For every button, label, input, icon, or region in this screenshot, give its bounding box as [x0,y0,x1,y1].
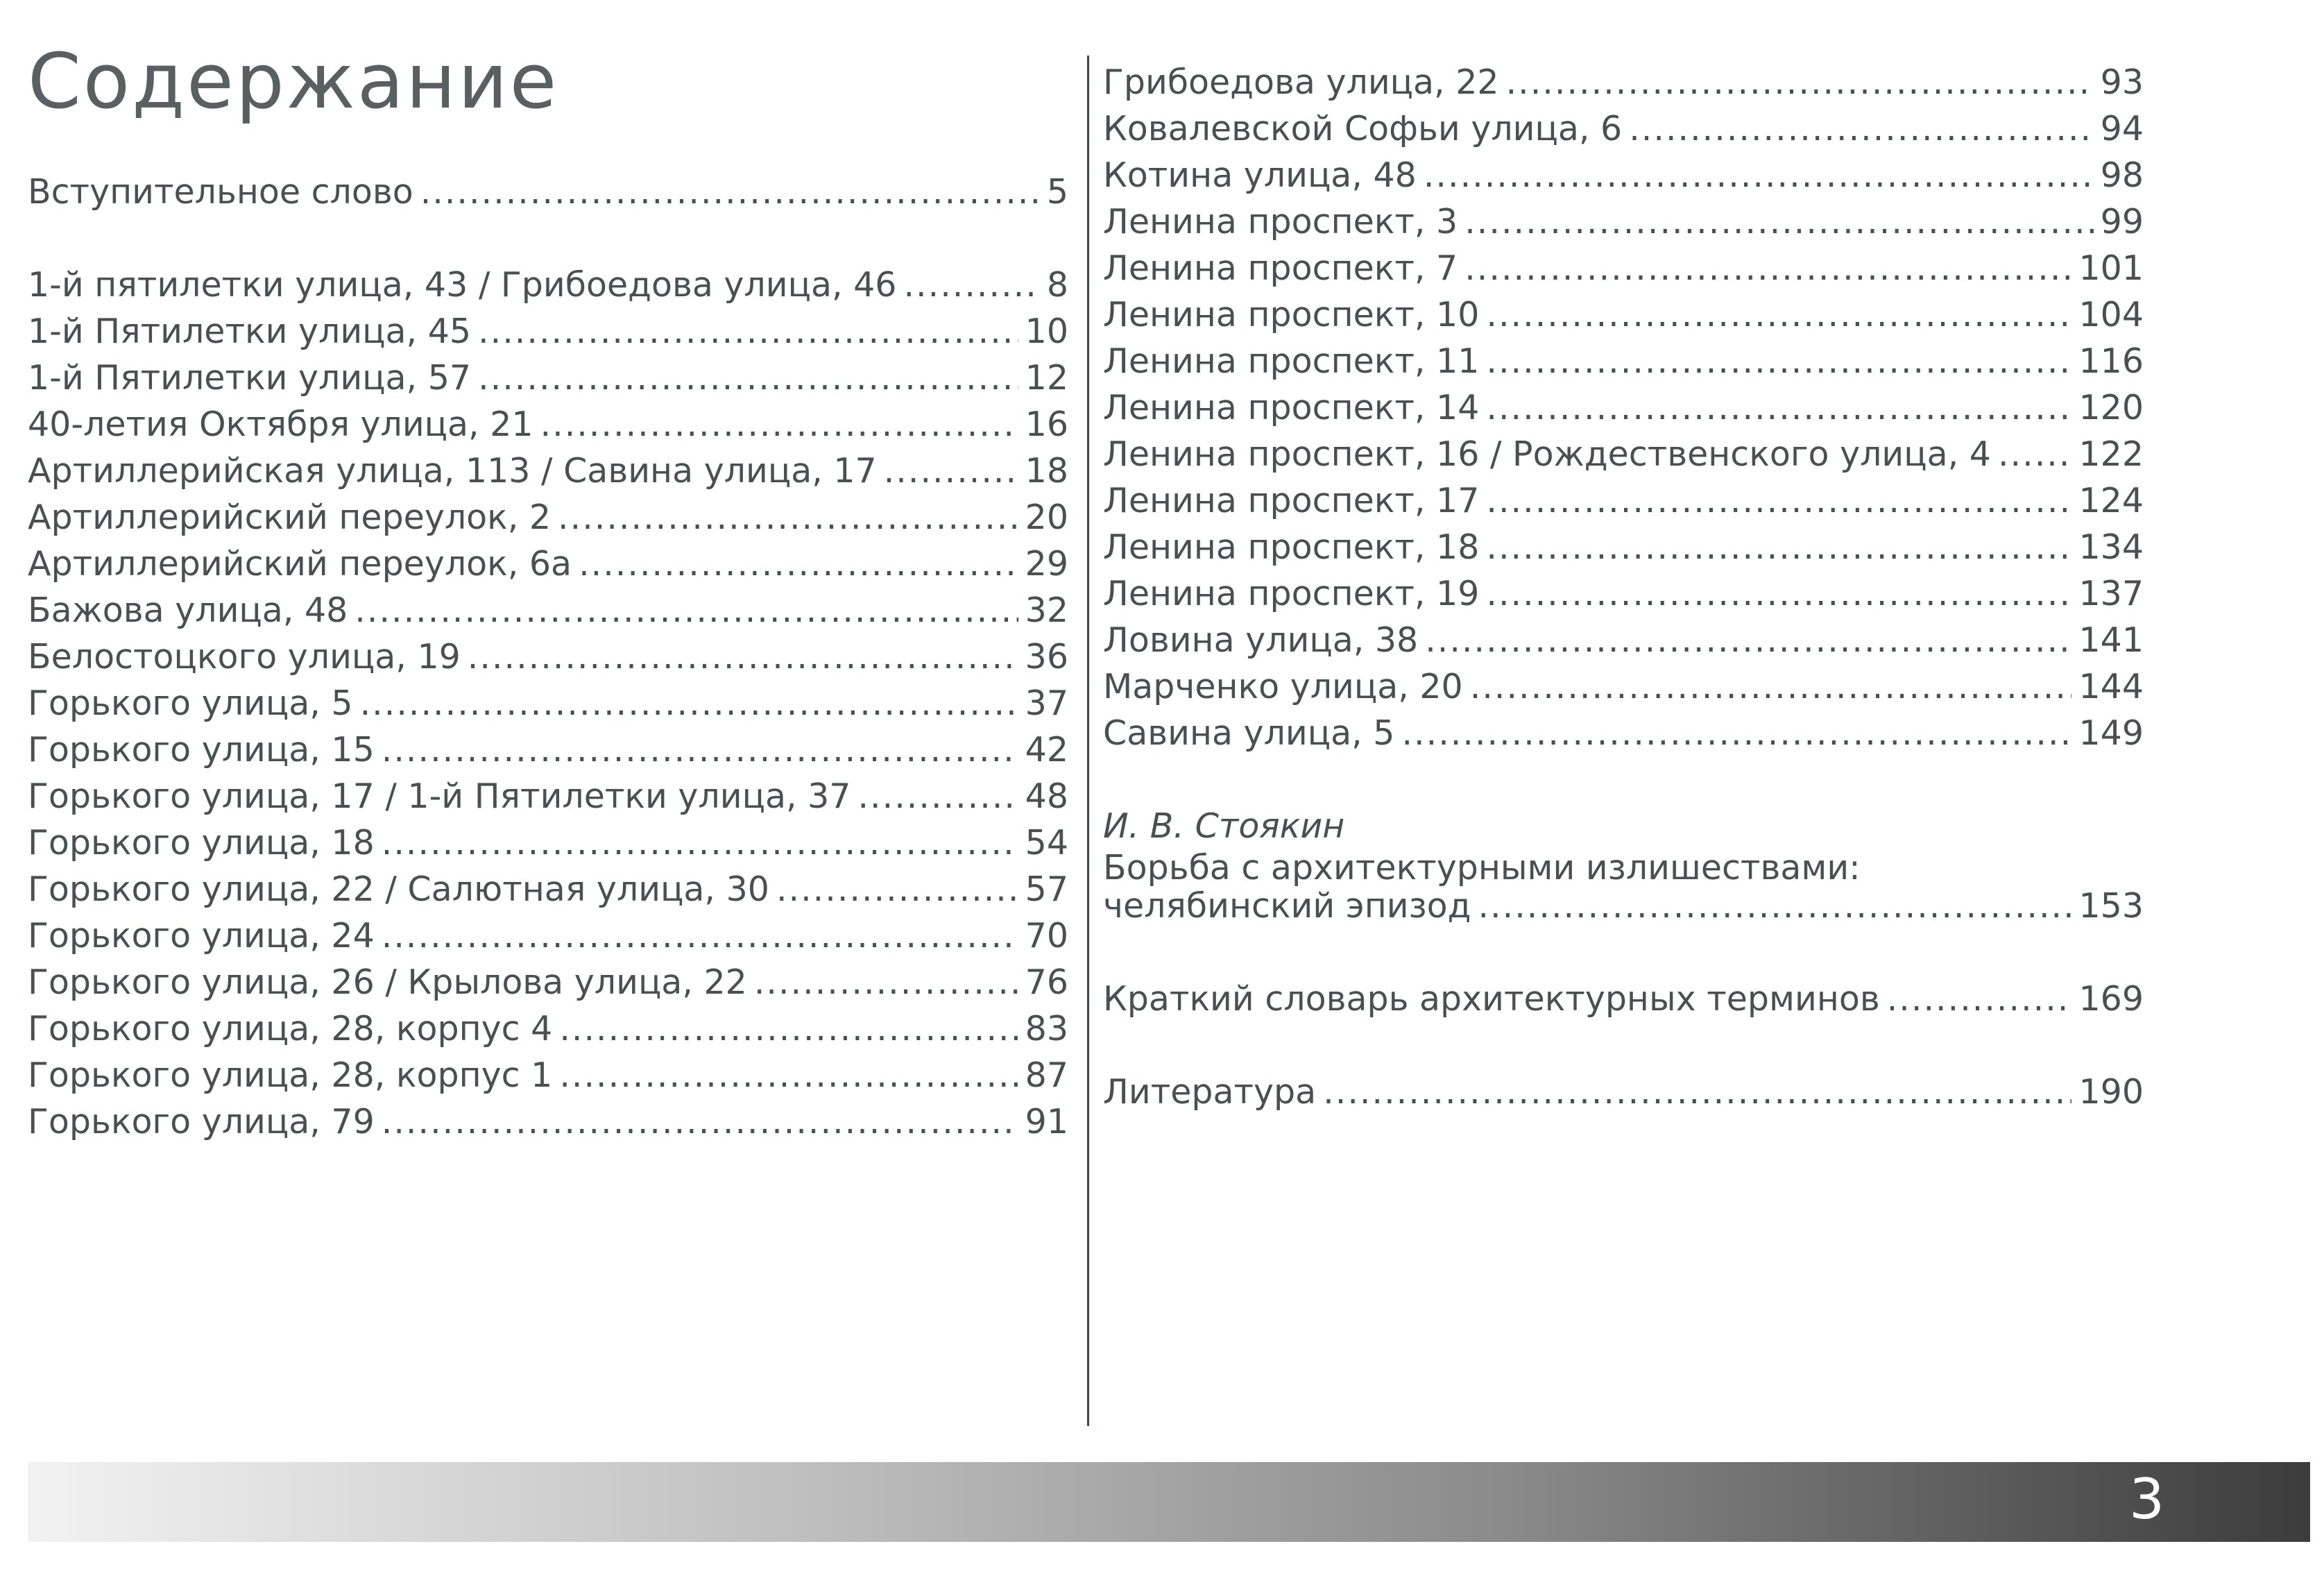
toc-entry [28,630,1068,677]
toc-entry [1103,613,2144,660]
toc-entry-page: 5 [1046,171,1068,212]
toc-entry [1103,102,2144,148]
toc-leader-dots [1478,887,2071,926]
essay-title-line2: челябинский эпизод [1103,885,1471,926]
toc-entry [1103,288,2144,334]
toc-entry-page: 149 [2078,713,2144,753]
toc-entry-literature [1103,1065,2144,1112]
toc-leader-dots [1464,203,2093,241]
toc-entry [1103,334,2144,381]
toc-entry-page: 16 [1025,404,1068,444]
toc-entry-page: 153 [2078,885,2144,926]
toc-entry [28,1095,1068,1141]
toc-entry-label: Горького улица, 22 / Салютная улица, 30 [28,869,769,909]
toc-entry [1103,474,2144,520]
toc-entry-page: 104 [2078,294,2144,334]
toc-entry-label: Ленина проспект, 16 / Рождественского улица, 4 [1103,434,1991,474]
toc-entry-page: 101 [2078,248,2144,288]
toc-entry-label: Артиллерийская улица, 113 / Савина улица, 17 [28,450,877,491]
toc-entry-page: 70 [1025,915,1068,956]
toc-leader-dots [478,359,1018,398]
toc-entry-label: Горького улица, 28, корпус 1 [28,1055,553,1095]
toc-entry-label: Артиллерийский переулок, 2 [28,497,552,537]
toc-entry-label: Горького улица, 26 / Крылова улица, 22 [28,962,747,1002]
toc-leader-dots [1323,1073,2071,1112]
toc-entry-page: 91 [1025,1101,1068,1141]
toc-entry [1103,567,2144,613]
toc-entry-page: 122 [2078,434,2144,474]
toc-leader-dots [1486,575,2071,613]
column-divider [1087,56,1089,1426]
toc-leader-dots [1486,342,2071,381]
toc-leader-dots [884,452,1018,491]
toc-entry [28,863,1068,909]
toc-leader-dots [1486,528,2071,567]
toc-entry-page: 169 [2078,978,2144,1019]
toc-spacer [1103,753,2144,799]
toc-entry-label: Ленина проспект, 17 [1103,480,1480,520]
toc-entry-page: 57 [1025,869,1068,909]
toc-entry [28,584,1068,630]
toc-entry-page: 10 [1025,311,1068,351]
toc-leader-dots [1424,156,2094,195]
toc-entry-page: 37 [1025,683,1068,723]
toc-entry [28,305,1068,351]
toc-entry [1103,706,2144,753]
toc-entry-label: Вступительное слово [28,171,413,212]
toc-entry-page: 120 [2078,387,2144,427]
toc-entry-label: Савина улица, 5 [1103,713,1395,753]
toc-leader-dots [903,266,1039,305]
toc-entry-label: Котина улица, 48 [1103,155,1417,195]
toc-leader-dots [1506,63,2094,102]
toc-leader-dots [382,824,1018,863]
toc-entry [28,816,1068,863]
toc-entry-label: Ленина проспект, 7 [1103,248,1458,288]
toc-entry-label: Литература [1103,1071,1317,1112]
toc-entry-label: Горького улица, 24 [28,915,375,956]
toc-entry [28,723,1068,770]
toc-right-column [1103,56,2144,1112]
toc-entry-page: 190 [2078,1071,2144,1112]
toc-entry-label: Горького улица, 28, корпус 4 [28,1008,553,1049]
toc-leader-dots [1629,110,2093,148]
toc-entry-label: 40-летия Октября улица, 21 [28,404,533,444]
toc-entry [28,165,1068,212]
toc-entry-essay [1103,885,2144,926]
toc-leader-dots [559,1010,1018,1049]
toc-leader-dots [1425,621,2071,660]
page-number: 3 [2129,1467,2164,1531]
toc-entry-label: Ленина проспект, 14 [1103,387,1480,427]
toc-entry [1103,56,2144,102]
toc-leader-dots [382,1103,1018,1141]
toc-leader-dots [1486,482,2071,520]
toc-leader-dots [558,498,1018,537]
toc-entry [28,351,1068,398]
toc-entry-page: 29 [1025,543,1068,584]
toc-entry [28,909,1068,956]
toc-entry-page: 124 [2078,480,2144,520]
toc-entry-page: 93 [2100,62,2144,102]
toc-entry [28,537,1068,584]
toc-entry-label: Грибоедова улица, 22 [1103,62,1499,102]
toc-entry-page: 98 [2100,155,2144,195]
toc-entry [28,1049,1068,1095]
toc-entry [1103,427,2144,474]
toc-leader-dots [1470,668,2072,706]
toc-leader-dots [478,312,1018,351]
toc-entry [1103,148,2144,195]
toc-entry-label: 1-й Пятилетки улица, 45 [28,311,472,351]
toc-entry-page: 20 [1025,497,1068,537]
footer-gradient-bar [28,1462,2310,1542]
toc-entry [1103,195,2144,241]
toc-leader-dots [382,917,1018,956]
toc-leader-dots [382,731,1018,770]
toc-entry-label: Горького улица, 79 [28,1101,375,1141]
toc-entry-page: 36 [1025,636,1068,677]
toc-leader-dots [857,777,1018,816]
toc-entry-page: 42 [1025,729,1068,770]
toc-leader-dots [1998,435,2071,474]
toc-entry-page: 8 [1046,264,1068,305]
toc-entry-page: 76 [1025,962,1068,1002]
essay-title-line1: Борьба с архитектурными излишествами: [1103,847,1861,888]
toc-entry-page: 18 [1025,450,1068,491]
toc-leader-dots [1486,389,2071,427]
toc-entry-page: 99 [2100,201,2144,241]
toc-entry-page: 134 [2078,527,2144,567]
toc-leader-dots [360,684,1018,723]
toc-entry-page: 94 [2100,108,2144,148]
essay-author: И. В. Стоякин [1103,806,1345,846]
toc-entry-label: Ковалевской Софьи улица, 6 [1103,108,1623,148]
toc-entry-page: 116 [2078,341,2144,381]
toc-entry-label: Ленина проспект, 3 [1103,201,1458,241]
toc-entry-label: Ленина проспект, 19 [1103,573,1480,613]
toc-entry [1103,660,2144,706]
toc-leader-dots [1486,296,2071,334]
toc-entry-page: 48 [1025,776,1068,816]
toc-spacer [1103,926,2144,972]
toc-entry-glossary [1103,972,2144,1019]
toc-entry [28,258,1068,305]
toc-entry-label: Бажова улица, 48 [28,590,348,630]
toc-leader-dots [420,173,1040,212]
toc-leader-dots [559,1056,1018,1095]
toc-leader-dots [1401,714,2071,753]
toc-leader-dots [540,405,1018,444]
toc-entry-page: 141 [2078,620,2144,660]
toc-entry-page: 83 [1025,1008,1068,1049]
toc-leader-dots [579,545,1018,584]
toc-entry-label: Ленина проспект, 18 [1103,527,1480,567]
toc-entry-label: Марченко улица, 20 [1103,666,1463,706]
toc-entry [28,677,1068,723]
toc-entry-label: Горького улица, 18 [28,822,375,863]
toc-spacer [28,212,1068,258]
toc-entry [28,956,1068,1002]
toc-entry-page: 54 [1025,822,1068,863]
toc-entry [1103,381,2144,427]
toc-leader-dots [776,870,1018,909]
toc-entry-page: 87 [1025,1055,1068,1095]
toc-entry-label: Краткий словарь архитектурных терминов [1103,978,1880,1019]
toc-leader-dots [354,591,1018,630]
toc-entry-label: 1-й Пятилетки улица, 57 [28,357,472,398]
toc-leader-dots [1887,980,2072,1019]
toc-entry [28,398,1068,444]
toc-spacer [1103,1019,2144,1065]
toc-entry-label: Горького улица, 17 / 1-й Пятилетки улица, 37 [28,776,851,816]
toc-entry [28,1002,1068,1049]
toc-entry [28,491,1068,537]
toc-entry [1103,241,2144,288]
page-title: Содержание [28,37,559,126]
toc-leader-dots [1464,249,2071,288]
toc-entry-page: 144 [2078,666,2144,706]
toc-entry-page: 137 [2078,573,2144,613]
toc-entry-label: 1-й пятилетки улица, 43 / Грибоедова улица, 46 [28,264,897,305]
toc-leader-dots [468,638,1018,677]
toc-entry-label: Ленина проспект, 11 [1103,341,1480,381]
toc-entry-label: Ленина проспект, 10 [1103,294,1480,334]
toc-entry [28,770,1068,816]
toc-entry-label: Горького улица, 5 [28,683,353,723]
toc-entry-page: 32 [1025,590,1068,630]
toc-entry [1103,520,2144,567]
toc-entry-label: Горького улица, 15 [28,729,375,770]
toc-entry-label: Белостоцкого улица, 19 [28,636,461,677]
toc-entry-label: Ловина улица, 38 [1103,620,1419,660]
toc-entry-page: 12 [1025,357,1068,398]
toc-entry-label: Артиллерийский переулок, 6а [28,543,572,584]
toc-entry [28,444,1068,491]
toc-left-column [28,165,1068,1141]
toc-leader-dots [754,963,1018,1002]
